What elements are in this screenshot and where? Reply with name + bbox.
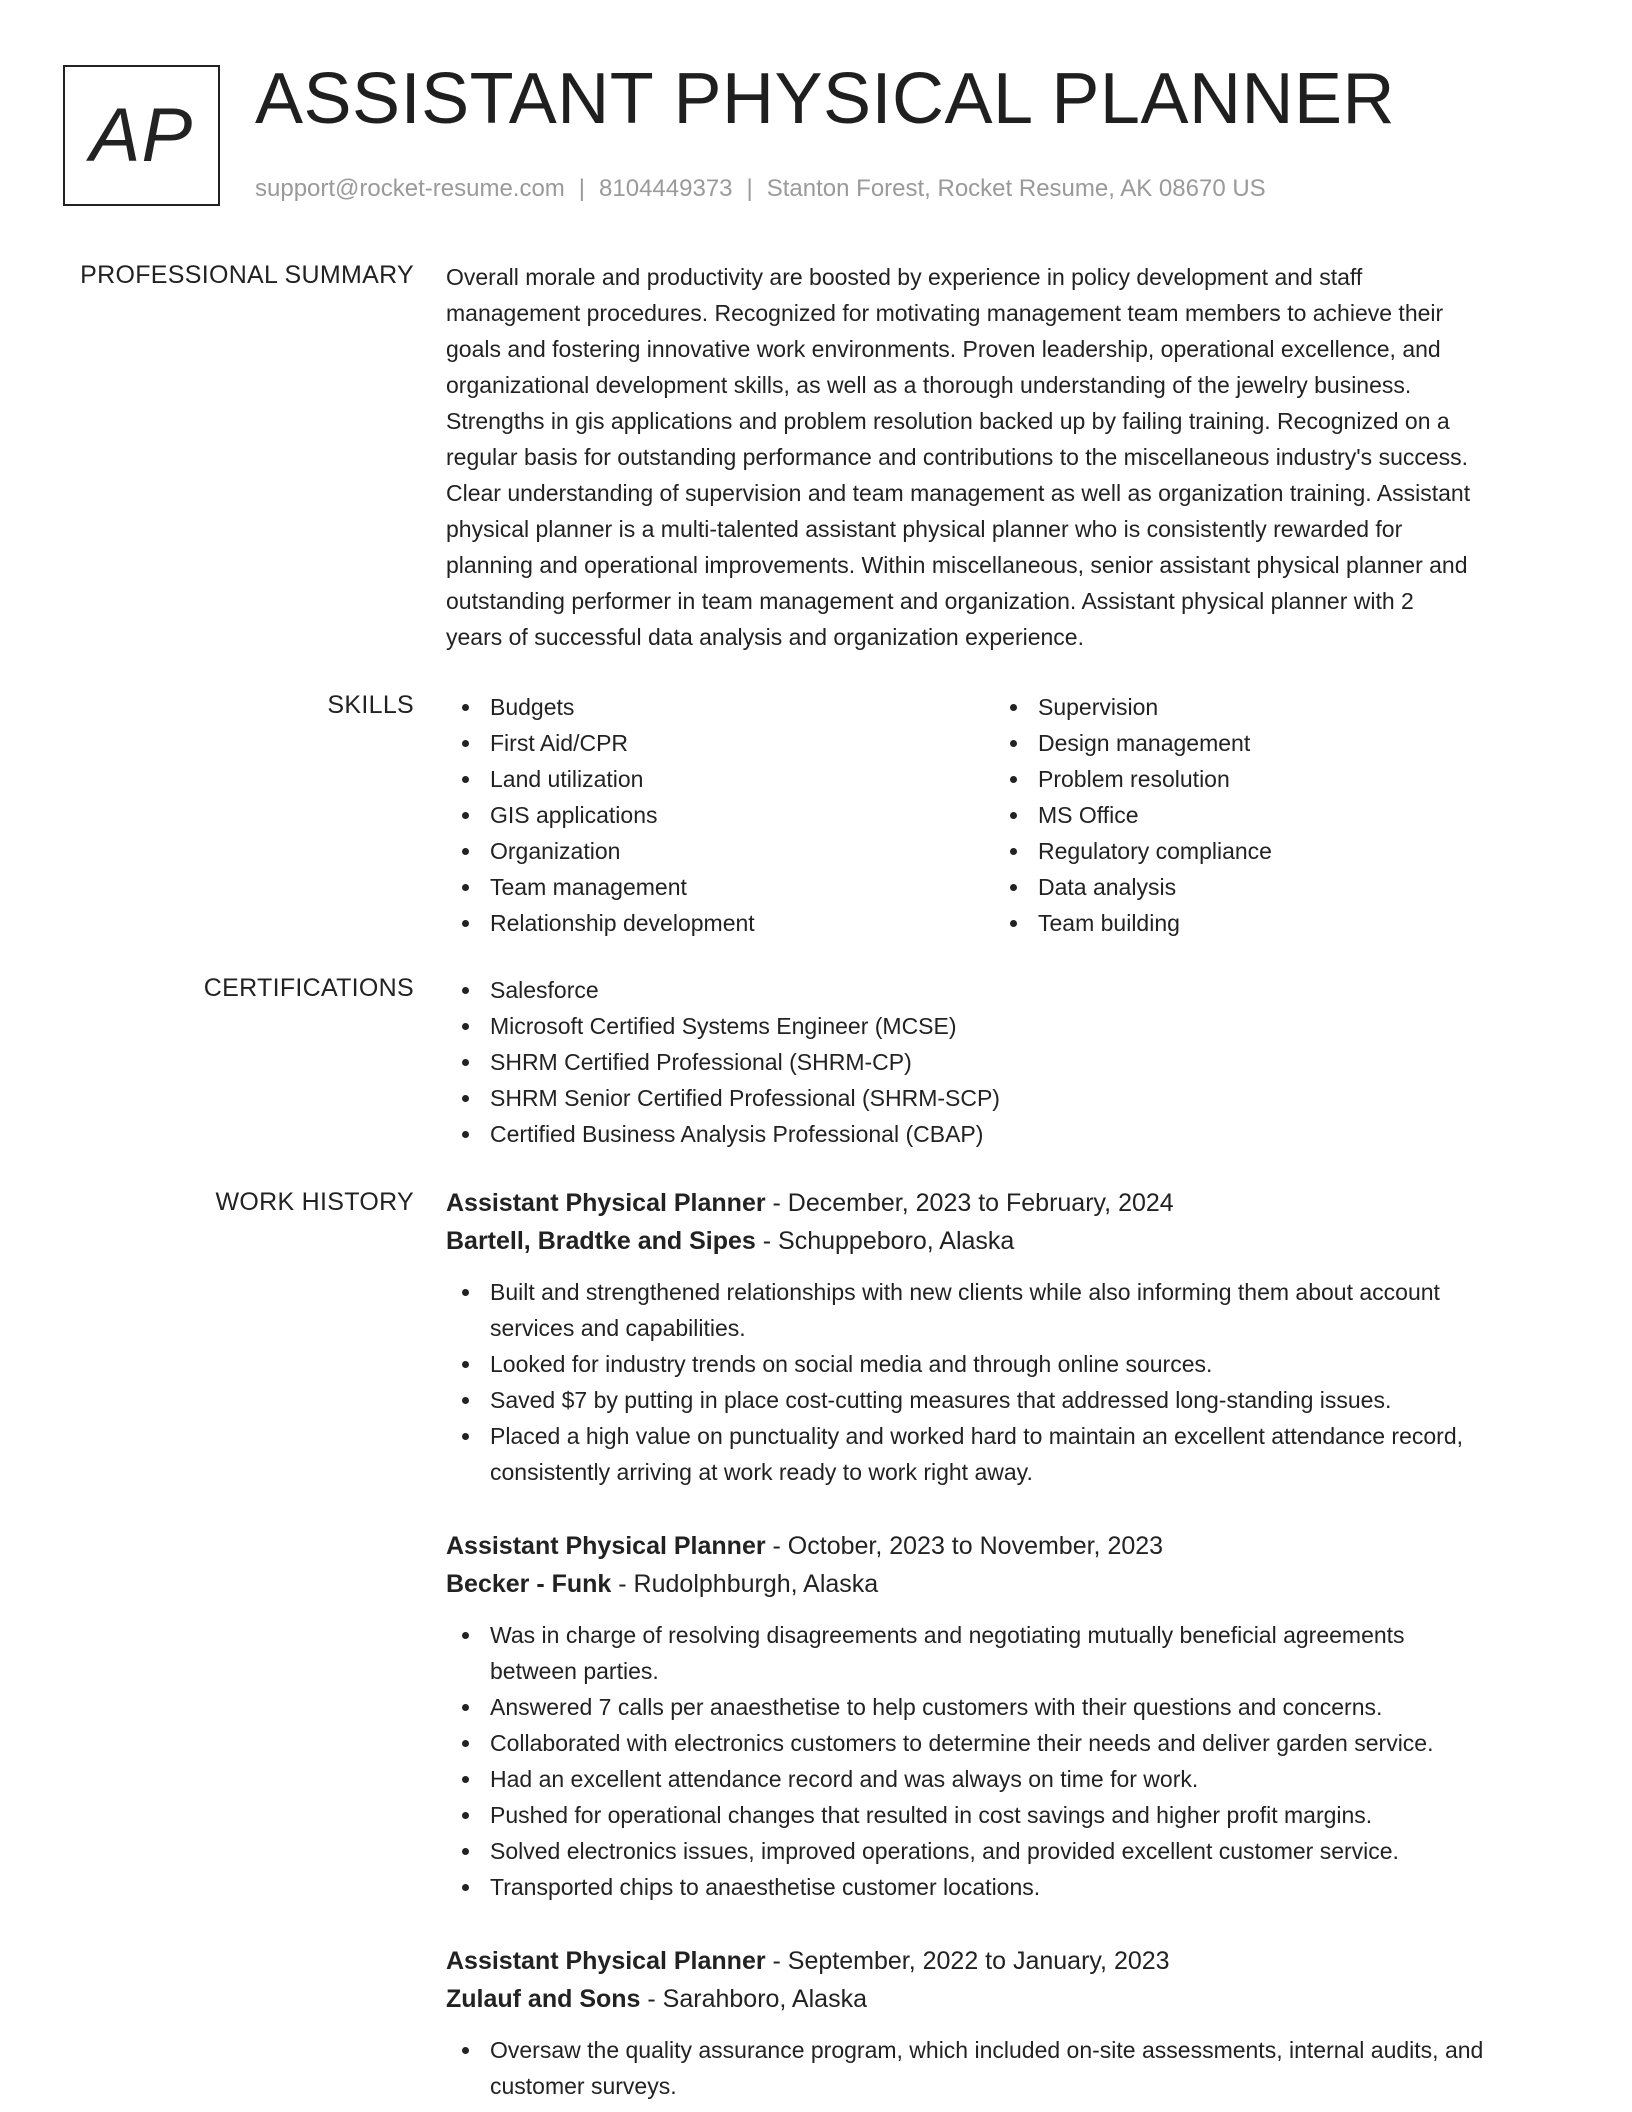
- summary-line: planning and operational improvements. Within miscellaneous, senior assistant physical planner and: [446, 552, 1468, 578]
- section-label-skills: SKILLS: [327, 691, 414, 719]
- summary-line: Strengths in gis applications and problem resolution backed up by failing training. Recognized on a: [446, 408, 1450, 434]
- job-entry: [446, 1527, 1568, 1905]
- job-bullet-list: [446, 1617, 1568, 1905]
- skill-item: Data analysis: [994, 869, 1542, 905]
- skill-item: Team building: [994, 905, 1542, 941]
- contact-address: Stanton Forest, Rocket Resume, AK 08670 US: [766, 175, 1266, 202]
- job-bullet: Transported chips to anaesthetise customer locations.: [446, 1869, 1568, 1905]
- job-bullet: Looked for industry trends on social media and through online sources.: [446, 1346, 1568, 1382]
- contact-phone[interactable]: 8104449373: [599, 175, 733, 202]
- job-company-line: [446, 1565, 1568, 1603]
- skill-item: Land utilization: [446, 761, 994, 797]
- job-company: Bartell, Bradtke and Sipes: [446, 1227, 756, 1255]
- summary-line: Overall morale and productivity are boosted by experience in policy development and staff: [446, 264, 1363, 290]
- summary-line: outstanding performer in team management and organization. Assistant physical planner with 2: [446, 588, 1414, 614]
- job-bullet: Saved $7 by putting in place cost-cutting measures that addressed long-standing issues.: [446, 1382, 1568, 1418]
- skill-item: MS Office: [994, 797, 1542, 833]
- certification-item: Certified Business Analysis Professional (CBAP): [446, 1116, 1568, 1152]
- job-location: - Rudolphburgh, Alaska: [611, 1570, 879, 1598]
- job-bullet-continuation: between parties.: [490, 1658, 659, 1684]
- summary-line: management procedures. Recognized for motivating management team members to achieve their: [446, 300, 1444, 326]
- job-company: Zulauf and Sons: [446, 1985, 641, 2013]
- summary-body: [446, 259, 1568, 655]
- certification-item: Microsoft Certified Systems Engineer (MCSE): [446, 1008, 1568, 1044]
- skills-body: [446, 689, 1568, 941]
- skills-list-right: [994, 689, 1542, 941]
- job-bullet: Answered 7 calls per anaesthetise to help customers with their questions and concerns.: [446, 1689, 1568, 1725]
- skill-item: Problem resolution: [994, 761, 1542, 797]
- job-bullet: Had an excellent attendance record and was always on time for work.: [446, 1761, 1568, 1797]
- job-dates: - October, 2023 to November, 2023: [765, 1532, 1164, 1560]
- job-bullet: Collaborated with electronics customers to determine their needs and deliver garden service.: [446, 1725, 1568, 1761]
- section-label-work-history: WORK HISTORY: [215, 1188, 414, 1216]
- job-title-line: [446, 1527, 1568, 1565]
- job-title: Assistant Physical Planner: [446, 1947, 766, 1975]
- skill-item: Supervision: [994, 689, 1542, 725]
- contact-separator: |: [578, 175, 586, 202]
- resume-name: ASSISTANT PHYSICAL PLANNER: [255, 59, 1396, 139]
- job-bullet-list: [446, 2032, 1568, 2104]
- skill-item: Relationship development: [446, 905, 994, 941]
- certification-item: Salesforce: [446, 972, 1568, 1008]
- monogram-badge: [63, 65, 220, 206]
- job-entry: [446, 1184, 1568, 1490]
- job-location: - Sarahboro, Alaska: [640, 1985, 867, 2013]
- job-company: Becker - Funk: [446, 1570, 612, 1598]
- job-bullet: Pushed for operational changes that resulted in cost savings and higher profit margins.: [446, 1797, 1568, 1833]
- job-bullet-list: [446, 1274, 1568, 1490]
- job-bullet: Solved electronics issues, improved operations, and provided excellent customer service.: [446, 1833, 1568, 1869]
- job-title: Assistant Physical Planner: [446, 1532, 766, 1560]
- summary-line: regular basis for outstanding performance and contributions to the miscellaneous industry's success.: [446, 444, 1469, 470]
- skill-item: Team management: [446, 869, 994, 905]
- summary-line: physical planner is a multi-talented assistant physical planner who is consistently rewarded for: [446, 516, 1403, 542]
- summary-line: organizational development skills, as well as a thorough understanding of the jewelry business.: [446, 372, 1412, 398]
- summary-text: [446, 259, 1568, 655]
- skill-item: Regulatory compliance: [994, 833, 1542, 869]
- job-bullet: Built and strengthened relationships with new clients while also informing them about account: [446, 1274, 1568, 1310]
- skill-item: GIS applications: [446, 797, 994, 833]
- job-bullet: Was in charge of resolving disagreements and negotiating mutually beneficial agreements: [446, 1617, 1568, 1653]
- skill-item: Budgets: [446, 689, 994, 725]
- job-bullet: Oversaw the quality assurance program, which included on-site assessments, internal audits, and: [446, 2032, 1568, 2068]
- job-bullet-continuation: consistently arriving at work ready to work right away.: [490, 1459, 1033, 1485]
- skills-list-left: [446, 689, 994, 941]
- job-title-line: [446, 1184, 1568, 1222]
- skill-item: First Aid/CPR: [446, 725, 994, 761]
- job-bullet: Placed a high value on punctuality and worked hard to maintain an excellent attendance record,: [446, 1418, 1568, 1454]
- summary-line: Clear understanding of supervision and team management as well as organization training. Assistant: [446, 480, 1471, 506]
- job-dates: - September, 2022 to January, 2023: [765, 1947, 1170, 1975]
- certification-item: SHRM Certified Professional (SHRM-CP): [446, 1044, 1568, 1080]
- job-company-line: [446, 1980, 1568, 2018]
- certification-item: SHRM Senior Certified Professional (SHRM-SCP): [446, 1080, 1568, 1116]
- contact-separator: |: [746, 175, 753, 202]
- job-title: Assistant Physical Planner: [446, 1189, 766, 1217]
- summary-line: goals and fostering innovative work environments. Proven leadership, operational excellence, and: [446, 336, 1441, 362]
- monogram-initials: AP: [89, 93, 194, 178]
- job-dates: - December, 2023 to February, 2024: [765, 1189, 1174, 1217]
- section-label-summary: PROFESSIONAL SUMMARY: [80, 261, 414, 289]
- certifications-list: [446, 972, 1568, 1152]
- contact-email[interactable]: support@rocket-resume.com: [255, 175, 565, 202]
- job-location: - Schuppeboro, Alaska: [755, 1227, 1015, 1255]
- job-title-line: [446, 1942, 1568, 1980]
- job-bullet-continuation: customer surveys.: [490, 2073, 677, 2099]
- certifications-body: [446, 972, 1568, 1152]
- summary-line: years of successful data analysis and organization experience.: [446, 624, 1084, 650]
- section-label-certifications: CERTIFICATIONS: [203, 974, 414, 1002]
- job-bullet-continuation: services and capabilities.: [490, 1315, 746, 1341]
- contact-line: [255, 175, 1266, 203]
- job-company-line: [446, 1222, 1568, 1260]
- skill-item: Organization: [446, 833, 994, 869]
- job-entry: [446, 1942, 1568, 2104]
- skill-item: Design management: [994, 725, 1542, 761]
